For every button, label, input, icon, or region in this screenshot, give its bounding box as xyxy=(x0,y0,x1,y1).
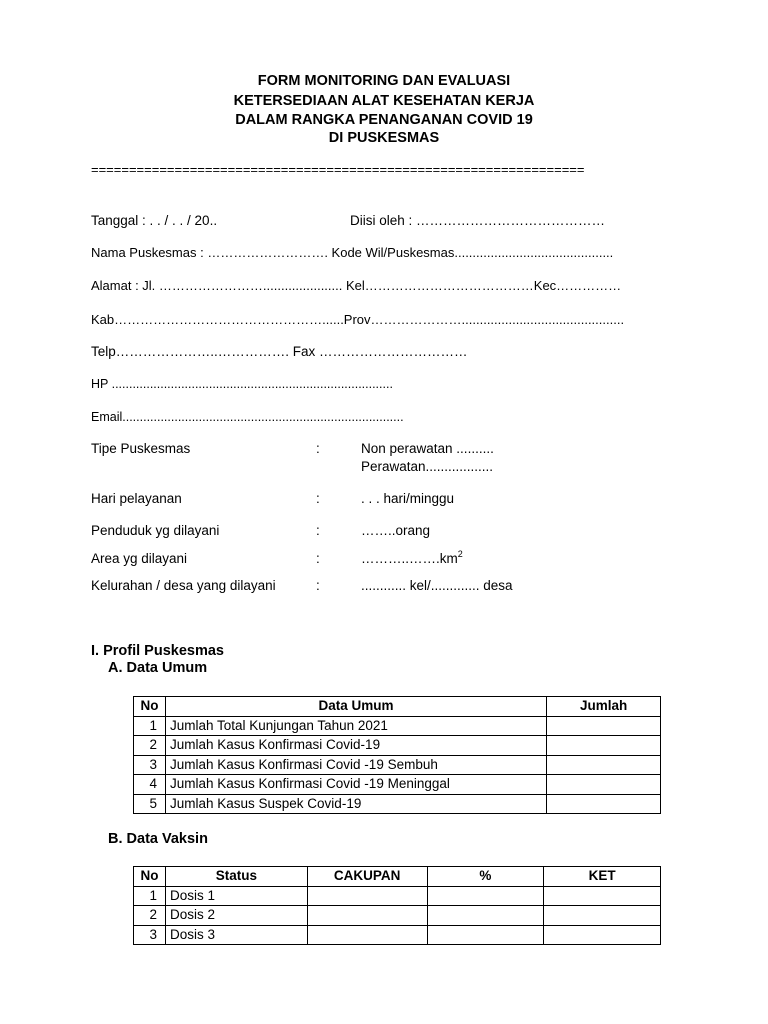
table-row xyxy=(134,906,661,926)
col-header-cakupan: CAKUPAN xyxy=(307,867,427,887)
colon: : xyxy=(316,491,320,506)
row-no: 2 xyxy=(134,736,166,756)
row-percent-cell[interactable] xyxy=(427,925,544,945)
area-label: Area yg dilayani xyxy=(91,551,188,566)
table-row xyxy=(134,794,661,814)
table-row xyxy=(134,925,661,945)
col-header-no: No xyxy=(134,867,166,887)
form-title-line-3: DALAM RANGKA PENANGANAN COVID 19 xyxy=(235,112,533,128)
area-value: ………..…….km xyxy=(361,551,458,566)
row-jumlah-cell[interactable] xyxy=(547,716,661,736)
penduduk-field[interactable]: ……..orang xyxy=(361,523,431,538)
row-percent-cell[interactable] xyxy=(427,886,544,906)
table-row xyxy=(134,716,661,736)
colon: : xyxy=(316,523,320,538)
non-perawatan-field[interactable]: Non perawatan .......... xyxy=(361,441,494,456)
colon: : xyxy=(316,551,320,566)
penduduk-label: Penduduk yg dilayani xyxy=(91,523,220,538)
row-status: Dosis 2 xyxy=(165,906,307,926)
row-no: 1 xyxy=(134,716,166,736)
separator-line: ================================================================= xyxy=(91,162,585,177)
form-title-line-2: KETERSEDIAAN ALAT KESEHATAN KERJA xyxy=(233,93,535,109)
subsection-data-umum: A. Data Umum xyxy=(108,660,208,676)
col-header-data-umum: Data Umum xyxy=(165,697,546,717)
tanggal-field[interactable]: Tanggal : . . / . . / 20.. xyxy=(91,213,218,228)
row-cakupan-cell[interactable] xyxy=(307,906,427,926)
form-title-line-4: DI PUSKESMAS xyxy=(328,130,440,146)
kelurahan-label: Kelurahan / desa yang dilayani xyxy=(91,578,276,593)
row-no: 3 xyxy=(134,925,166,945)
colon: : xyxy=(316,441,320,456)
row-no: 3 xyxy=(134,755,166,775)
row-cakupan-cell[interactable] xyxy=(307,886,427,906)
table-row xyxy=(134,886,661,906)
row-ket-cell[interactable] xyxy=(544,906,661,926)
col-header-status: Status xyxy=(165,867,307,887)
kab-prov-field[interactable]: Kab…………………………………………......Prov…………………............................................. xyxy=(91,312,625,327)
perawatan-field[interactable]: Perawatan.................. xyxy=(361,459,494,474)
row-no: 4 xyxy=(134,775,166,795)
row-jumlah-cell[interactable] xyxy=(547,736,661,756)
row-no: 2 xyxy=(134,906,166,926)
nama-puskesmas-field[interactable]: Nama Puskesmas : ………………………. Kode Wil/Puskesmas............................................ xyxy=(91,245,614,260)
row-ket-cell[interactable] xyxy=(544,886,661,906)
telp-fax-field[interactable]: Telp…………………..……………. Fax …………………………… xyxy=(91,344,468,359)
table-header-row xyxy=(134,867,661,887)
row-status: Dosis 1 xyxy=(165,886,307,906)
kelurahan-field[interactable]: ............ kel/............. desa xyxy=(361,578,513,593)
row-jumlah-cell[interactable] xyxy=(547,775,661,795)
table-header-row xyxy=(134,697,661,717)
diisi-oleh-field[interactable]: Diisi oleh : …………………………………… xyxy=(350,213,606,228)
table-row xyxy=(134,736,661,756)
subsection-data-vaksin: B. Data Vaksin xyxy=(108,831,208,847)
row-label: Jumlah Kasus Konfirmasi Covid -19 Meninggal xyxy=(165,775,546,795)
row-label: Jumlah Kasus Suspek Covid-19 xyxy=(165,794,546,814)
row-status: Dosis 3 xyxy=(165,925,307,945)
row-label: Jumlah Total Kunjungan Tahun 2021 xyxy=(165,716,546,736)
row-percent-cell[interactable] xyxy=(427,906,544,926)
colon: : xyxy=(316,578,320,593)
col-header-ket: KET xyxy=(544,867,661,887)
row-jumlah-cell[interactable] xyxy=(547,794,661,814)
data-umum-table xyxy=(133,696,661,814)
row-label: Jumlah Kasus Konfirmasi Covid-19 xyxy=(165,736,546,756)
col-header-percent: % xyxy=(427,867,544,887)
table-row xyxy=(134,755,661,775)
tipe-puskesmas-label: Tipe Puskesmas xyxy=(91,441,191,456)
row-label: Jumlah Kasus Konfirmasi Covid -19 Sembuh xyxy=(165,755,546,775)
form-title-line-1: FORM MONITORING DAN EVALUASI xyxy=(257,73,511,89)
hari-pelayanan-label: Hari pelayanan xyxy=(91,491,182,506)
row-no: 5 xyxy=(134,794,166,814)
table-row xyxy=(134,775,661,795)
col-header-no: No xyxy=(134,697,166,717)
hari-pelayanan-field[interactable]: . . . hari/minggu xyxy=(361,491,455,506)
alamat-field[interactable]: Alamat : Jl. ……………………...................... Kel…………………………………Kec…………… xyxy=(91,278,622,293)
data-vaksin-table xyxy=(133,866,661,945)
section-heading-profil: I. Profil Puskesmas xyxy=(91,643,224,659)
email-field[interactable]: Email................................................................................. xyxy=(91,410,404,424)
row-ket-cell[interactable] xyxy=(544,925,661,945)
row-cakupan-cell[interactable] xyxy=(307,925,427,945)
col-header-jumlah: Jumlah xyxy=(547,697,661,717)
area-field[interactable] xyxy=(361,551,463,566)
row-no: 1 xyxy=(134,886,166,906)
hp-field[interactable]: HP ................................................................................. xyxy=(91,377,393,391)
row-jumlah-cell[interactable] xyxy=(547,755,661,775)
area-unit-superscript: 2 xyxy=(457,549,463,559)
